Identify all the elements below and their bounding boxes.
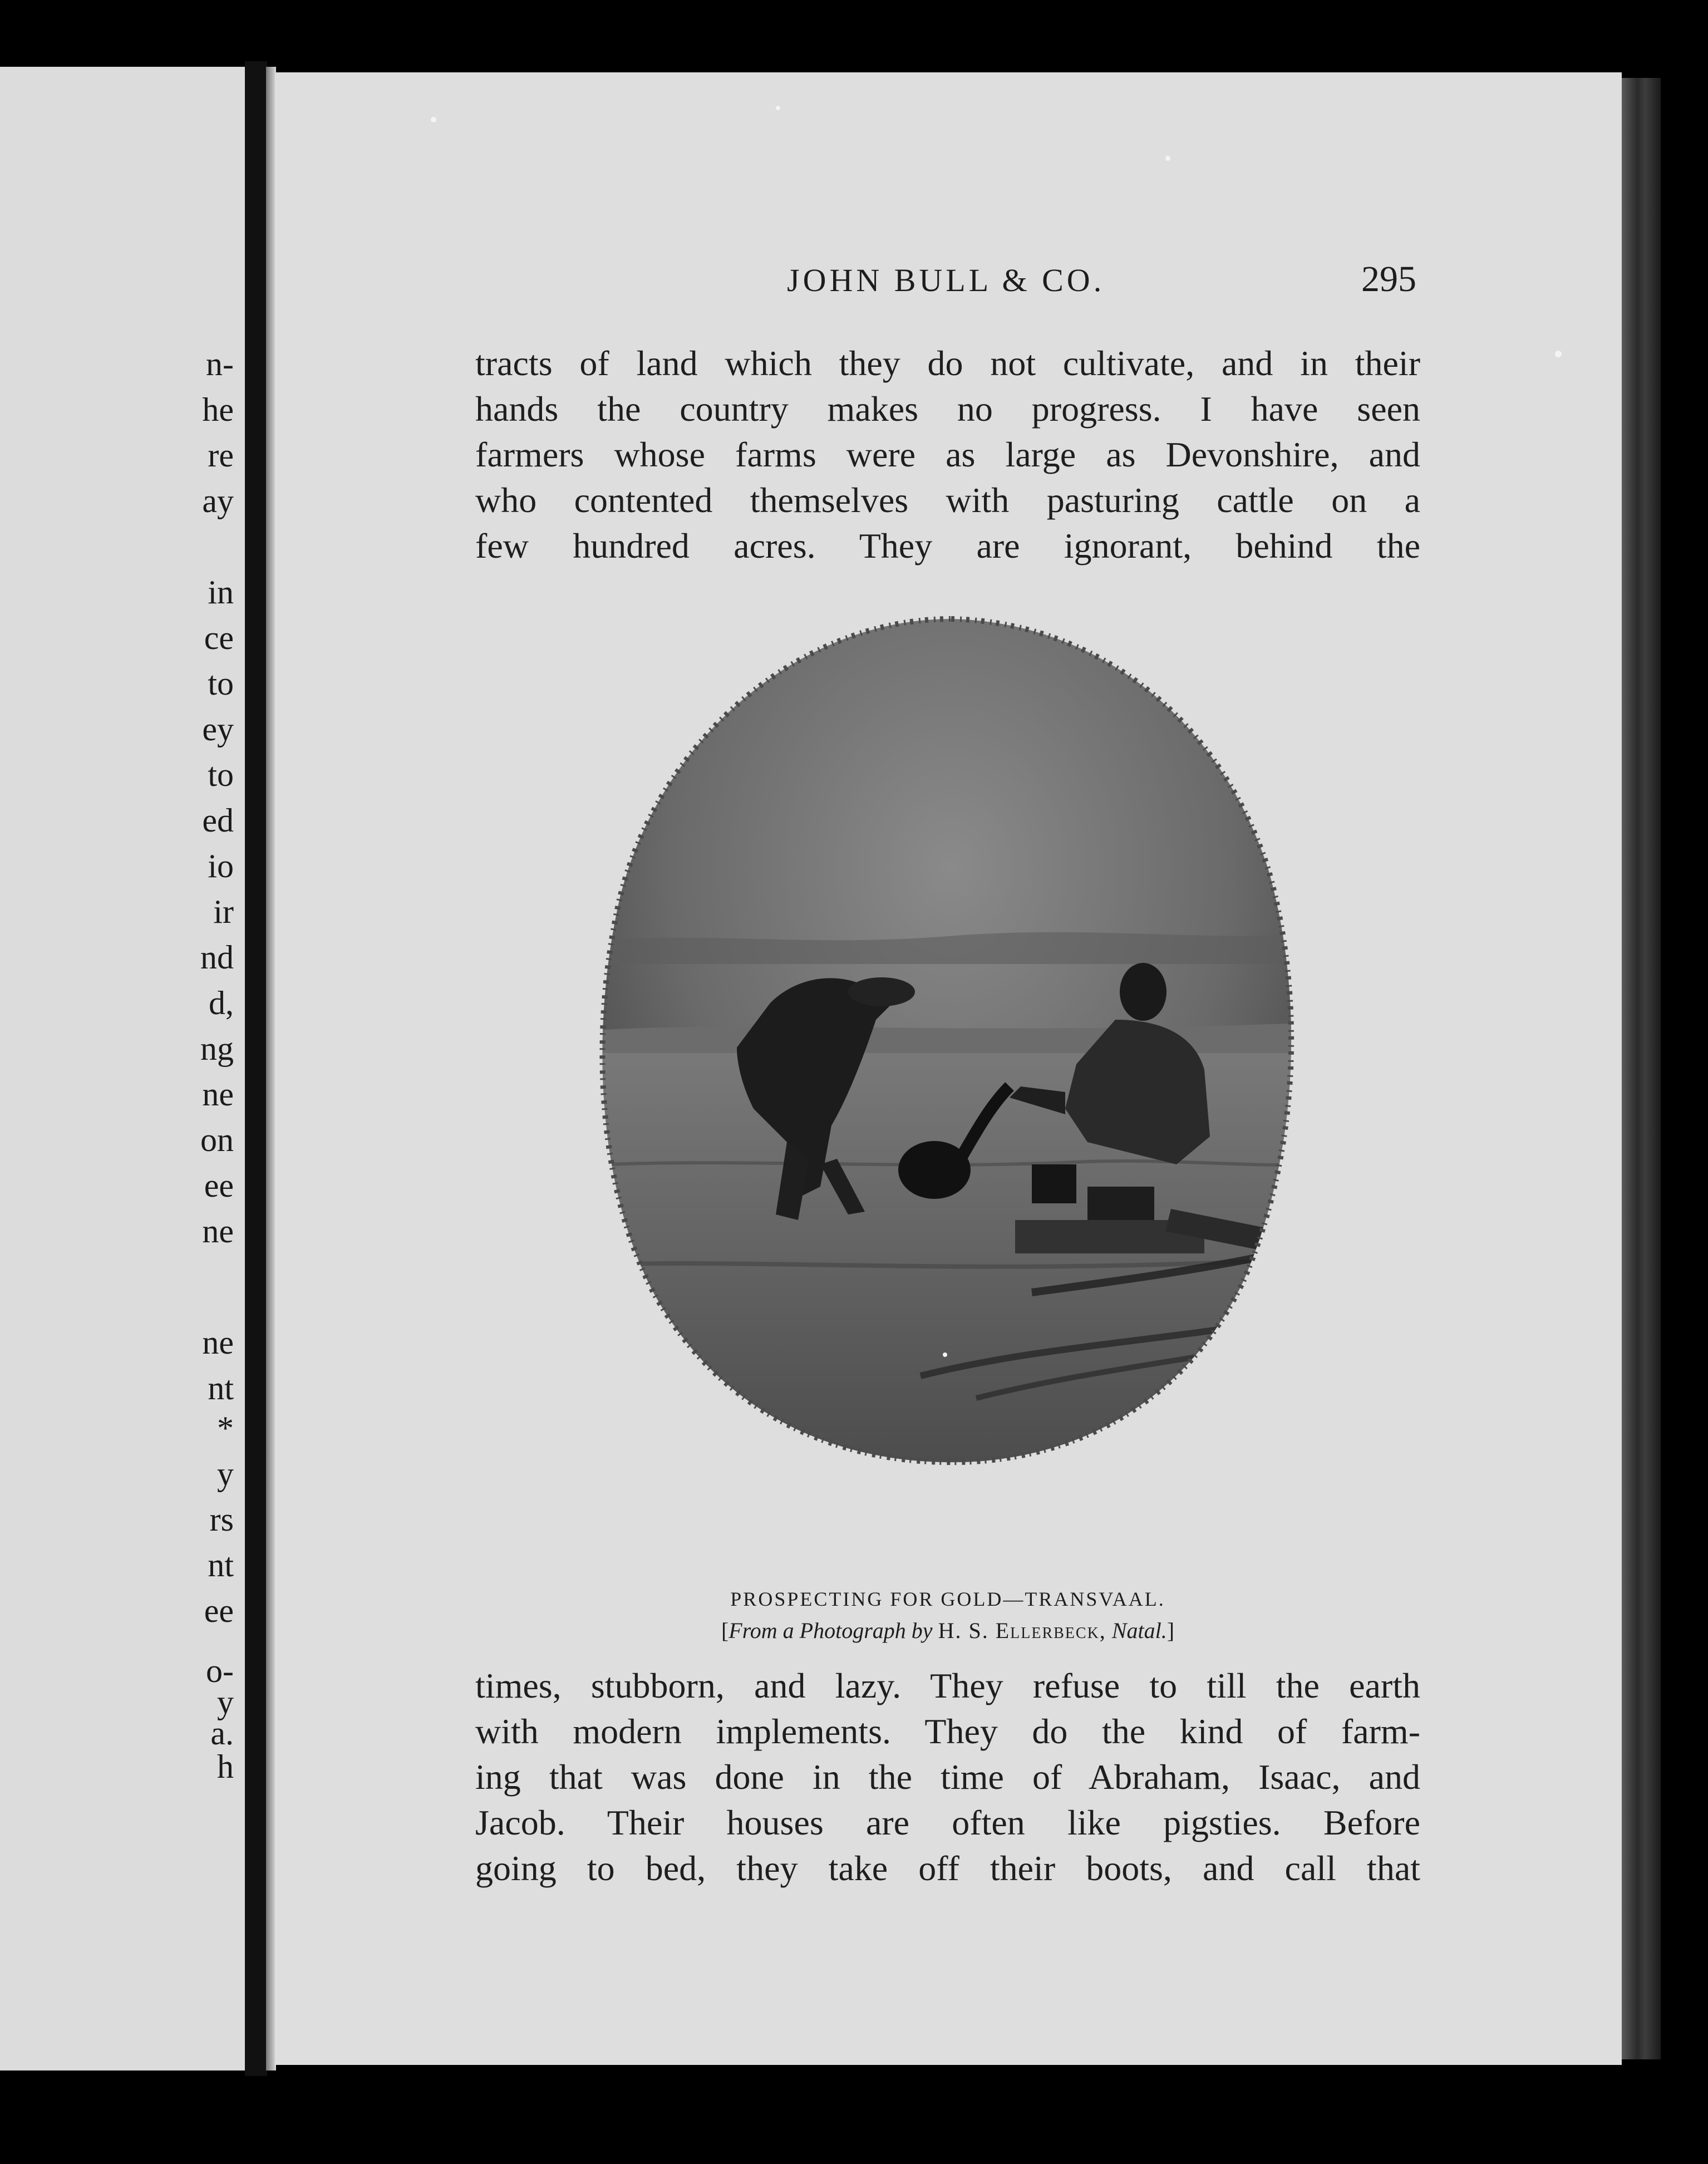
left-page bbox=[0, 67, 245, 2070]
left-fragment: ne bbox=[202, 1324, 234, 1361]
left-fragment: nd bbox=[200, 939, 234, 976]
paper-speck bbox=[431, 117, 436, 122]
left-fragment: to bbox=[208, 665, 234, 702]
left-fragment: ed bbox=[202, 802, 234, 839]
prospecting-photo-illustration bbox=[587, 608, 1316, 1470]
paper-speck bbox=[1555, 351, 1562, 357]
text-line: few hundred acres. They are ignorant, behind the bbox=[475, 526, 1420, 565]
page-number: 295 bbox=[1361, 259, 1416, 299]
running-title: JOHN BULL & CO. bbox=[787, 262, 1105, 298]
left-fragment: ee bbox=[204, 1167, 234, 1204]
right-page bbox=[275, 72, 1622, 2065]
figure-caption-title: PROSPECTING FOR GOLD—TRANSVAAL. bbox=[730, 1588, 1165, 1610]
photograph-vignette bbox=[587, 608, 1316, 1470]
left-fragment: * bbox=[217, 1410, 234, 1447]
left-fragment: y bbox=[217, 1455, 234, 1492]
book-gutter bbox=[245, 61, 267, 2076]
paper-speck bbox=[776, 106, 780, 110]
credit-open-bracket: [ bbox=[721, 1618, 729, 1643]
left-fragment: in bbox=[208, 574, 234, 611]
text-line: farmers whose farms were as large as Devonshire, and bbox=[475, 435, 1420, 474]
text-line: tracts of land which they do not cultivate, and in their bbox=[475, 343, 1420, 383]
credit-close-bracket: ] bbox=[1166, 1618, 1175, 1643]
left-fragment: nt bbox=[208, 1370, 234, 1406]
paper-speck bbox=[943, 1352, 947, 1357]
credit-photographer: H. S. Ellerbeck, bbox=[938, 1618, 1106, 1643]
credit-place: Natal. bbox=[1111, 1618, 1167, 1643]
left-fragment: ng bbox=[200, 1030, 234, 1067]
body-text-bottom bbox=[475, 1663, 1420, 1891]
figure-caption-credit bbox=[475, 1617, 1420, 1644]
text-line: Jacob. Their houses are often like pigsties. Before bbox=[475, 1803, 1420, 1842]
left-fragment: ee bbox=[204, 1592, 234, 1629]
body-text-top bbox=[475, 341, 1420, 569]
left-fragment: h bbox=[217, 1748, 234, 1785]
text-line: with modern implements. They do the kind of farm- bbox=[475, 1711, 1420, 1751]
left-fragment: y bbox=[217, 1684, 234, 1720]
left-fragment: to bbox=[208, 756, 234, 793]
left-fragment: ay bbox=[202, 483, 234, 519]
left-fragment: a. bbox=[210, 1715, 234, 1752]
paper-speck bbox=[1165, 156, 1170, 161]
left-fragment: rs bbox=[209, 1501, 234, 1538]
left-fragment: on bbox=[200, 1122, 234, 1158]
left-fragment: o- bbox=[206, 1652, 234, 1689]
text-line: ing that was done in the time of Abraham, Isaac, and bbox=[475, 1757, 1420, 1797]
left-fragment: d, bbox=[209, 985, 234, 1021]
left-fragment: ne bbox=[202, 1213, 234, 1250]
credit-source: From a Photograph by bbox=[729, 1618, 933, 1643]
left-fragment: nt bbox=[208, 1547, 234, 1583]
page-edge bbox=[1622, 78, 1661, 2059]
left-fragment: ir bbox=[213, 893, 234, 930]
running-head bbox=[275, 259, 1622, 306]
text-line: going to bed, they take off their boots, and call that bbox=[475, 1848, 1420, 1888]
left-fragment: n- bbox=[206, 346, 234, 382]
left-fragment: io bbox=[208, 848, 234, 884]
left-fragment: ey bbox=[202, 711, 234, 747]
left-fragment: re bbox=[208, 437, 234, 474]
left-page-fragments bbox=[0, 67, 245, 2070]
text-line: who contented themselves with pasturing cattle on a bbox=[475, 480, 1420, 520]
left-fragment: he bbox=[202, 391, 234, 428]
text-line: hands the country makes no progress. I have seen bbox=[475, 389, 1420, 429]
left-fragment: ce bbox=[204, 619, 234, 656]
text-line: times, stubborn, and lazy. They refuse to till the earth bbox=[475, 1666, 1420, 1705]
left-fragment: ne bbox=[202, 1076, 234, 1113]
